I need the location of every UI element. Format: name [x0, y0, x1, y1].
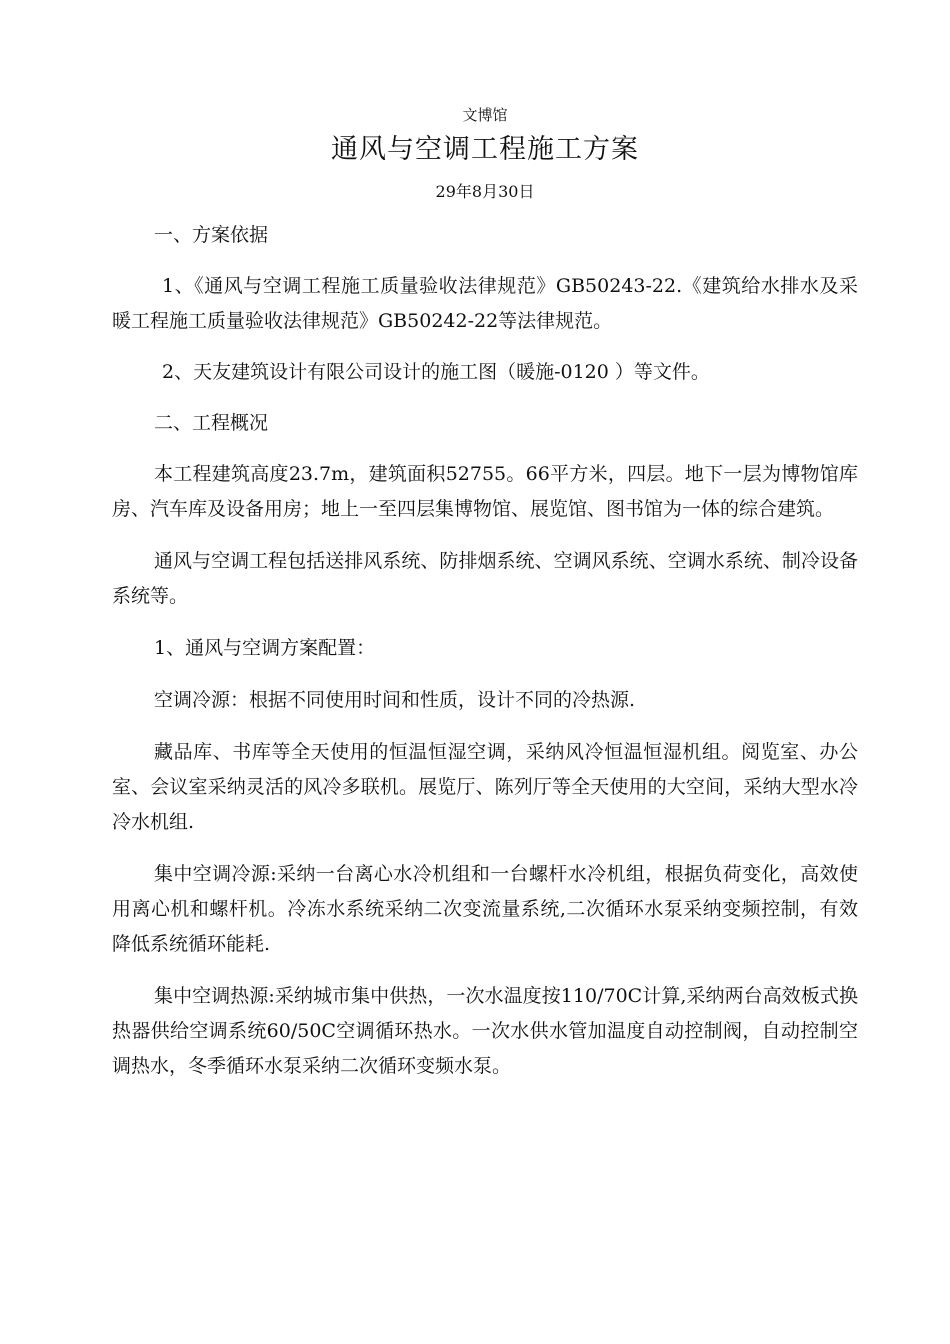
document-title: 通风与空调工程施工方案 — [331, 134, 639, 165]
document-header: 文博馆 — [462, 106, 508, 124]
document-date: 29年8月30日 — [435, 182, 535, 201]
paragraph-central-heating: 集中空调热源:采纳城市集中供热，一次水温度按110/70C计算,采纳两台高效板式换热器供给空调系统60/50C空调循环热水。一次水供水管加温度自动控制阀，自动控制空调热水，冬季循环水泵采纳二次循环变频水泵。 — [112, 985, 858, 1077]
paragraph-room-units: 藏品库、书库等全天使用的恒温恒湿空调，采纳风冷恒温恒湿机组。阅览室、办公室、会议室采纳灵活的风冷多联机。展览厅、陈列厅等全天使用的大空间，采纳大型水冷冷水机组. — [112, 741, 858, 833]
paragraph-standards: 1、《通风与空调工程施工质量验收法律规范》GB50243-22.《建筑给水排水及采暖工程施工质量验收法律规范》GB50242-22等法律规范。 — [112, 275, 858, 332]
paragraph-building-info: 本工程建筑高度23.7m，建筑面积52755。66平方米，四层。地下一层为博物馆库房、汽车库及设备用房；地上一至四层集博物馆、展览馆、图书馆为一体的综合建筑。 — [112, 463, 858, 520]
paragraph-system-scope: 通风与空调工程包括送排风系统、防排烟系统、空调风系统、空调水系统、制冷设备系统等。 — [112, 550, 858, 607]
section-heading-basis: 一、方案依据 — [154, 224, 269, 246]
paragraph-cold-source: 空调冷源：根据不同使用时间和性质，设计不同的冷热源. — [154, 689, 636, 711]
section-heading-overview: 二、工程概况 — [154, 412, 269, 434]
subsection-heading-configuration: 1、通风与空调方案配置： — [154, 637, 376, 659]
paragraph-drawings: 2、天友建筑设计有限公司设计的施工图（暖施-0120 ）等文件。 — [162, 361, 710, 383]
paragraph-central-cooling: 集中空调冷源:采纳一台离心水冷机组和一台螺杆水冷机组，根据负荷变化，高效使用离心机和螺杆机。冷冻水系统采纳二次变流量系统,二次循环水泵采纳变频控制，有效降低系统循环能耗. — [112, 863, 858, 955]
document-page — [112, 104, 858, 1084]
